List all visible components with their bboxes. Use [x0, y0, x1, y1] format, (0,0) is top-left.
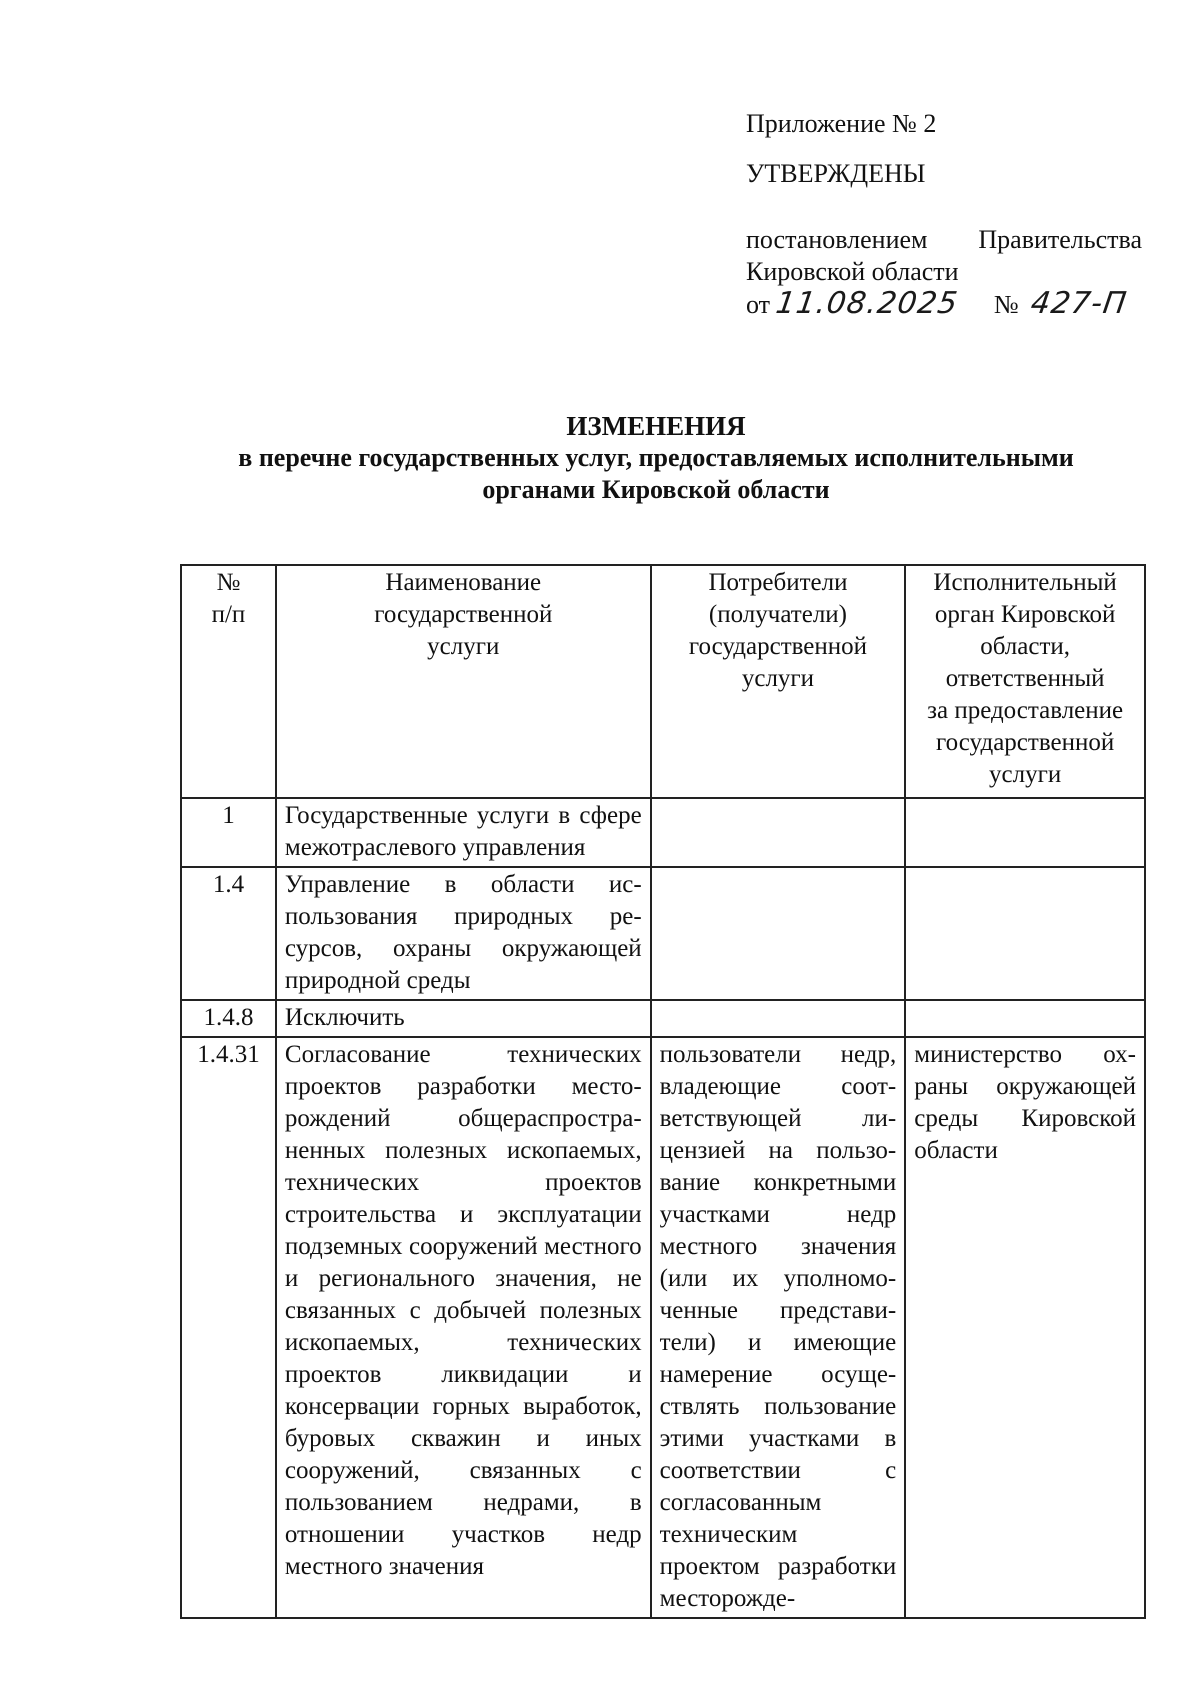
row-agency — [905, 1000, 1145, 1037]
from-label: от — [746, 290, 771, 319]
row-number: 1.4.31 — [181, 1037, 276, 1618]
header-number — [181, 565, 276, 798]
row-number: 1.4.8 — [181, 1000, 276, 1037]
document-title — [0, 410, 1200, 506]
decree-line — [746, 224, 1142, 256]
row-agency: министерство охраны окружающей среды Кировской области — [905, 1037, 1145, 1618]
title-line-1: в перечне государственных услуг, предоставляемых исполнительными — [238, 443, 1074, 472]
row-number: 1.4 — [181, 867, 276, 1000]
header-consumers-text: Потребители (получатели) государственной услуги — [688, 569, 868, 692]
row-agency — [905, 867, 1145, 1000]
row-consumers — [651, 1000, 906, 1037]
row-number: 1 — [181, 798, 276, 867]
row-service-name: Исключить — [276, 1000, 651, 1037]
date-number-line — [746, 288, 1166, 321]
handwritten-date: 11.08.2025 — [773, 286, 961, 321]
table-row — [181, 1000, 1145, 1037]
decree-word: постановлением — [746, 225, 928, 254]
row-consumers — [651, 867, 906, 1000]
header-agency — [905, 565, 1145, 798]
table-row — [181, 1037, 1145, 1618]
header-number-text: № п/п — [211, 569, 246, 628]
region-label: Кировской области — [746, 257, 959, 286]
header-service-name-text: Наименование государственной услуги — [374, 569, 553, 660]
title-main: ИЗМЕНЕНИЯ — [566, 411, 746, 441]
table-row — [181, 798, 1145, 867]
handwritten-number: 427-П — [1028, 286, 1129, 321]
header-consumers — [651, 565, 906, 798]
header-agency-text: Исполнительный орган Кировской области, ответственный за предоставление государственной услуги — [927, 569, 1124, 788]
table-header-row — [181, 565, 1145, 798]
row-agency — [905, 798, 1145, 867]
number-label: № — [993, 290, 1019, 319]
services-table — [180, 564, 1146, 1619]
approved-label: УТВЕРЖДЕНЫ — [746, 159, 926, 188]
row-service-name: Управление в области использования природных ресурсов, охраны окружающей природной среды — [276, 867, 651, 1000]
header-service-name — [276, 565, 651, 798]
government-word: Правительства — [978, 225, 1142, 254]
title-line-2: органами Кировской области — [482, 475, 830, 504]
row-consumers — [651, 798, 906, 867]
row-consumers: пользователи недр, владеющие соответствующей лицензией на пользование конкретными участками недр местного значения (или их уполномоченные представители) и имеющие намерение осуществлять пользование этими участками в соответствии с согласованным техническим проектом разработки месторожде- — [651, 1037, 906, 1618]
approval-block — [746, 108, 1166, 321]
row-service-name: Согласование технических проектов разработки месторождений общераспространенных полезных ископаемых, технических проектов строительства и эксплуатации подземных сооружений местного и регионального значения, не связанных с добычей полезных ископаемых, технических проектов ликвидации и консервации горных выработок, буровых скважин и иных сооружений, связанных с пользованием недрами, в отношении участков недр местного значения — [276, 1037, 651, 1618]
row-service-name: Государственные услуги в сфере межотраслевого управления — [276, 798, 651, 867]
table-row — [181, 867, 1145, 1000]
appendix-label: Приложение № 2 — [746, 109, 937, 138]
